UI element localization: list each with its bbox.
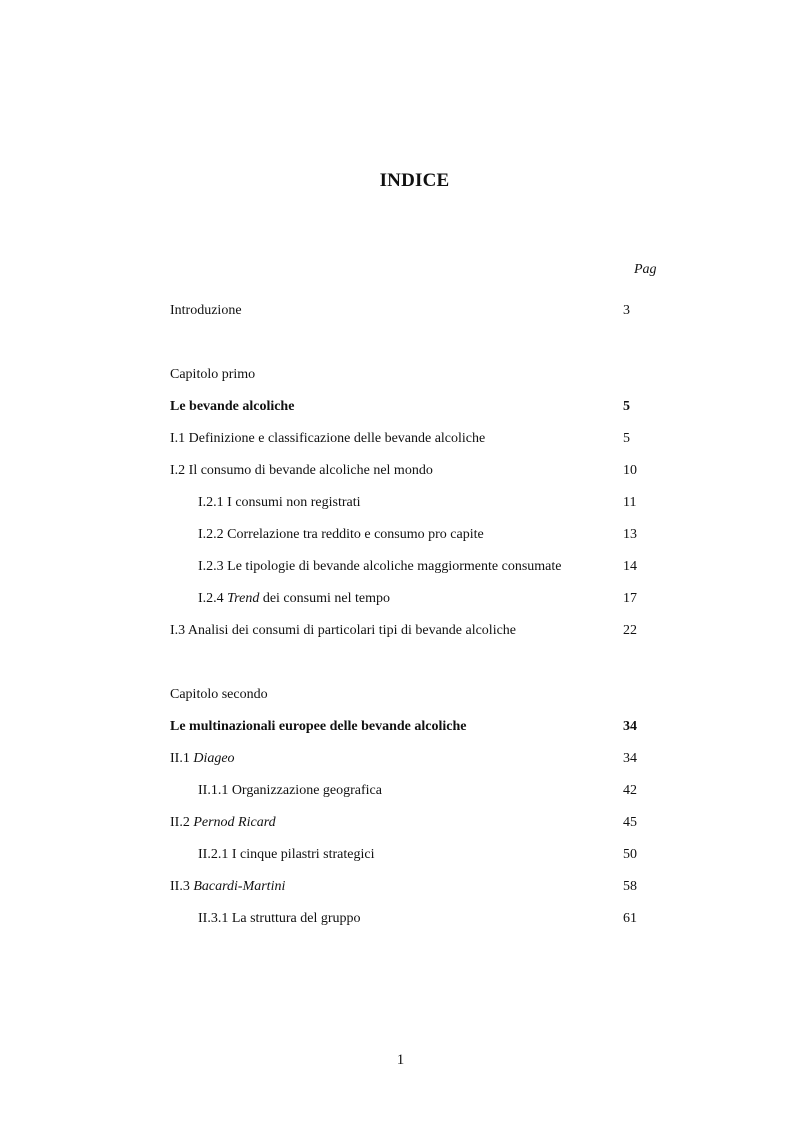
toc-entry-label: II.1.1 Organizzazione geografica [198, 783, 382, 798]
toc-entry-label: I.2.2 Correlazione tra reddito e consumo pro capite [198, 527, 484, 542]
toc-entry-label: I.2.4 [198, 591, 224, 606]
toc-entry-page: 11 [623, 495, 637, 510]
toc-entry-label-group [170, 878, 285, 896]
toc-entry-label-group [170, 814, 276, 832]
toc-entry-label-italic: Trend [227, 591, 260, 606]
toc-entry-label: Capitolo primo [170, 367, 256, 382]
toc-entry-label: Capitolo secondo [170, 687, 268, 702]
toc-entry-label-group [198, 590, 390, 608]
toc-entry-page: 17 [623, 591, 637, 606]
toc-entry-page: 10 [623, 463, 637, 478]
toc-entry-label: II.3.1 La struttura del gruppo [198, 911, 361, 926]
toc-entry-label: II.1 [170, 751, 190, 766]
toc-entry-label-italic: Diageo [193, 751, 235, 766]
toc-entry-page: 34 [623, 719, 637, 734]
toc-entry-label: II.2 [170, 815, 190, 830]
toc-entry-label: II.2.1 I cinque pilastri strategici [198, 847, 375, 862]
toc-entry-page: 61 [623, 911, 637, 926]
toc-entry-label-group [170, 750, 235, 768]
toc-entry-page: 34 [623, 751, 637, 766]
page-number: 1 [396, 1052, 405, 1068]
toc-entry-page: 3 [623, 303, 630, 318]
toc-entry-page: 22 [623, 623, 637, 638]
toc-entry-label: Le bevande alcoliche [170, 399, 295, 414]
toc-entry-label: I.2 Il consumo di bevande alcoliche nel mondo [170, 463, 433, 478]
toc-entry-page: 45 [623, 815, 637, 830]
toc-entry-label: I.1 Definizione e classificazione delle bevande alcoliche [170, 431, 486, 446]
toc-entry-label: Le multinazionali europee delle bevande alcoliche [170, 719, 467, 734]
toc-entry-page: 13 [623, 527, 637, 542]
toc-entry-label: II.3 [170, 879, 190, 894]
toc-entry-page: 5 [623, 399, 630, 414]
page-column-header: Pag [634, 262, 657, 277]
page-title: INDICE [379, 170, 450, 191]
toc-entry-page: 14 [623, 559, 637, 574]
toc-entry-page: 42 [623, 783, 637, 798]
toc-entry-label: I.2.3 Le tipologie di bevande alcoliche maggiormente consumate [198, 559, 562, 574]
toc-entry-page: 50 [623, 847, 637, 862]
toc-entry-label: I.3 Analisi dei consumi di particolari tipi di bevande alcoliche [170, 623, 517, 638]
toc-entry-label: I.2.1 I consumi non registrati [198, 495, 361, 510]
toc-entry-label-rest: dei consumi nel tempo [262, 591, 390, 606]
toc-entry-page: 58 [623, 879, 637, 894]
toc-entry-label: Introduzione [170, 303, 242, 318]
toc-entry-label-italic: Bacardi-Martini [193, 879, 286, 894]
toc-entry-label-italic: Pernod Ricard [193, 815, 276, 830]
toc-entry-page: 5 [623, 431, 630, 446]
